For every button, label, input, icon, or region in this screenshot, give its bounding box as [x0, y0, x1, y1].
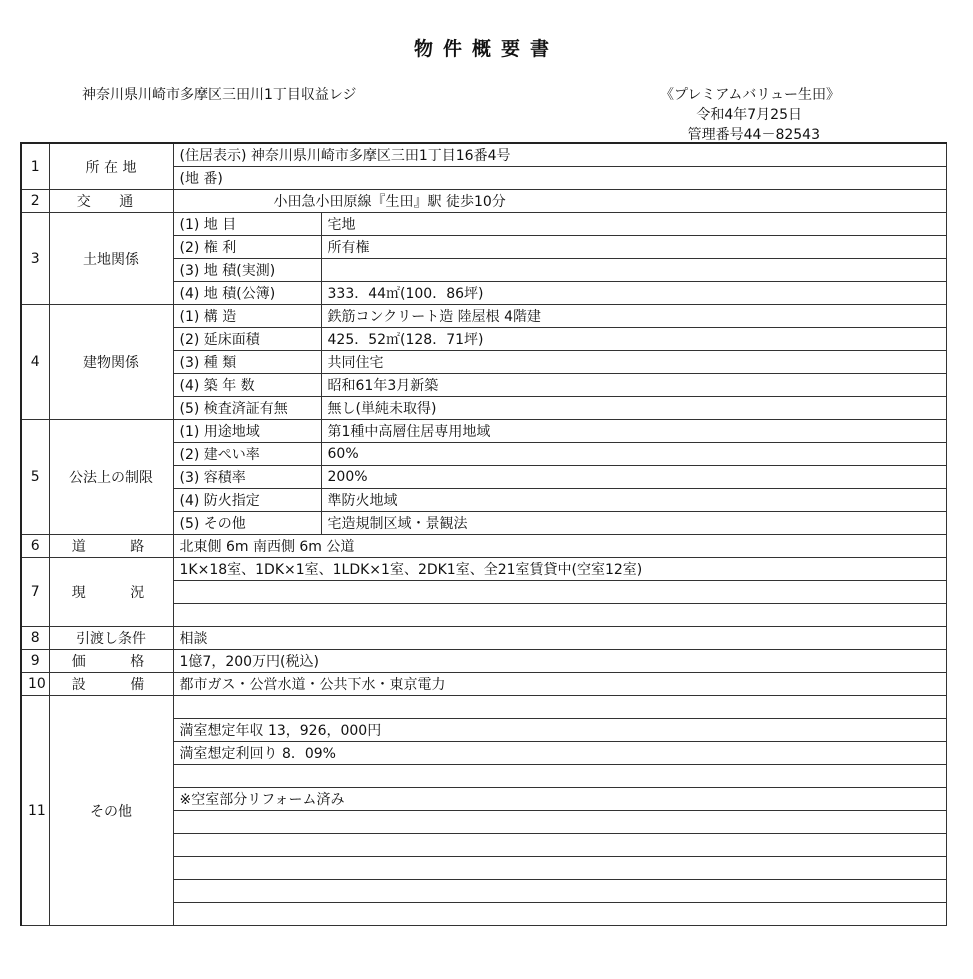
blank-line	[173, 857, 947, 880]
row-handover	[21, 627, 947, 650]
document-date: 令和4年7月25日	[696, 107, 802, 123]
renovation-note: ※空室部分リフォーム済み	[173, 788, 947, 811]
category-label: 土地関係	[49, 213, 173, 305]
road-value: 北東側 6m 南西側 6m 公道	[173, 535, 947, 558]
row-building	[21, 305, 947, 328]
sub-value: 無し(単純未取得)	[321, 397, 947, 420]
row-number: 1	[21, 143, 49, 190]
row-number: 3	[21, 213, 49, 305]
row-land	[21, 213, 947, 236]
sub-value: 333．44㎡(100．86坪)	[321, 282, 947, 305]
sub-value: 鉄筋コンクリート造 陸屋根 4階建	[321, 305, 947, 328]
row-facilities	[21, 673, 947, 696]
row-number: 10	[21, 673, 49, 696]
row-transport	[21, 190, 947, 213]
row-location	[21, 143, 947, 167]
sub-label: (2) 延床面積	[173, 328, 321, 351]
sub-value: 60%	[321, 443, 947, 466]
annual-income: 満室想定年収 13，926，000円	[173, 719, 947, 742]
series-name: 《プレミアムバリュー生田》	[659, 87, 840, 103]
sub-value: 第1種中高層住居専用地域	[321, 420, 947, 443]
row-other	[21, 696, 947, 719]
sub-value: 宅造規制区域・景観法	[321, 512, 947, 535]
category-label: 価 格	[49, 650, 173, 673]
blank-line	[173, 880, 947, 903]
blank-line	[173, 581, 947, 604]
sub-label: (2) 建ぺい率	[173, 443, 321, 466]
transport-value: 小田急小田原線『生田』駅 徒歩10分	[173, 190, 947, 213]
row-number: 7	[21, 558, 49, 627]
category-label: 引渡し条件	[49, 627, 173, 650]
row-number: 11	[21, 696, 49, 926]
category-label: 建物関係	[49, 305, 173, 420]
price-value: 1億7，200万円(税込)	[173, 650, 947, 673]
full-occupancy-yield: 満室想定利回り 8．09%	[173, 742, 947, 765]
row-number: 9	[21, 650, 49, 673]
category-label: 交 通	[49, 190, 173, 213]
sub-value: 準防火地域	[321, 489, 947, 512]
sub-value: 宅地	[321, 213, 947, 236]
sub-label: (5) その他	[173, 512, 321, 535]
sub-value	[321, 259, 947, 282]
category-label: 現 況	[49, 558, 173, 627]
sub-label: (1) 構 造	[173, 305, 321, 328]
property-name: 神奈川県川崎市多摩区三田川1丁目収益レジ	[82, 87, 357, 103]
sub-value: 200%	[321, 466, 947, 489]
blank-line	[173, 604, 947, 627]
sub-label: (2) 権 利	[173, 236, 321, 259]
property-summary-table	[20, 142, 947, 926]
sub-value: 所有権	[321, 236, 947, 259]
document-title: 物件概要書	[413, 38, 559, 60]
handover-value: 相談	[173, 627, 947, 650]
sub-label: (4) 防火指定	[173, 489, 321, 512]
row-number: 8	[21, 627, 49, 650]
blank-line	[173, 903, 947, 926]
category-label: その他	[49, 696, 173, 926]
category-label: 設 備	[49, 673, 173, 696]
management-number: 管理番号44－82543	[687, 127, 820, 143]
row-number: 6	[21, 535, 49, 558]
location-lot: (地 番)	[173, 167, 947, 190]
sub-value: 共同住宅	[321, 351, 947, 374]
category-label: 公法上の制限	[49, 420, 173, 535]
facilities-value: 都市ガス・公営水道・公共下水・東京電力	[173, 673, 947, 696]
row-number: 4	[21, 305, 49, 420]
sub-label: (1) 地 目	[173, 213, 321, 236]
row-number: 2	[21, 190, 49, 213]
sub-label: (3) 種 類	[173, 351, 321, 374]
sub-value: 昭和61年3月新築	[321, 374, 947, 397]
sub-label: (1) 用途地域	[173, 420, 321, 443]
category-label: 所 在 地	[49, 143, 173, 190]
row-number: 5	[21, 420, 49, 535]
sub-label: (4) 地 積(公簿)	[173, 282, 321, 305]
row-status	[21, 558, 947, 581]
location-residence: (住居表示) 神奈川県川崎市多摩区三田1丁目16番4号	[173, 143, 947, 167]
row-price	[21, 650, 947, 673]
blank-line	[173, 696, 947, 719]
category-label: 道 路	[49, 535, 173, 558]
blank-line	[173, 834, 947, 857]
row-road	[21, 535, 947, 558]
sub-label: (5) 検査済証有無	[173, 397, 321, 420]
sub-label: (4) 築 年 数	[173, 374, 321, 397]
row-regulations	[21, 420, 947, 443]
status-value: 1K×18室、1DK×1室、1LDK×1室、2DK1室、全21室賃貸中(空室12室)	[173, 558, 947, 581]
blank-line	[173, 811, 947, 834]
blank-line	[173, 765, 947, 788]
sub-value: 425．52㎡(128．71坪)	[321, 328, 947, 351]
sub-label: (3) 容積率	[173, 466, 321, 489]
sub-label: (3) 地 積(実測)	[173, 259, 321, 282]
